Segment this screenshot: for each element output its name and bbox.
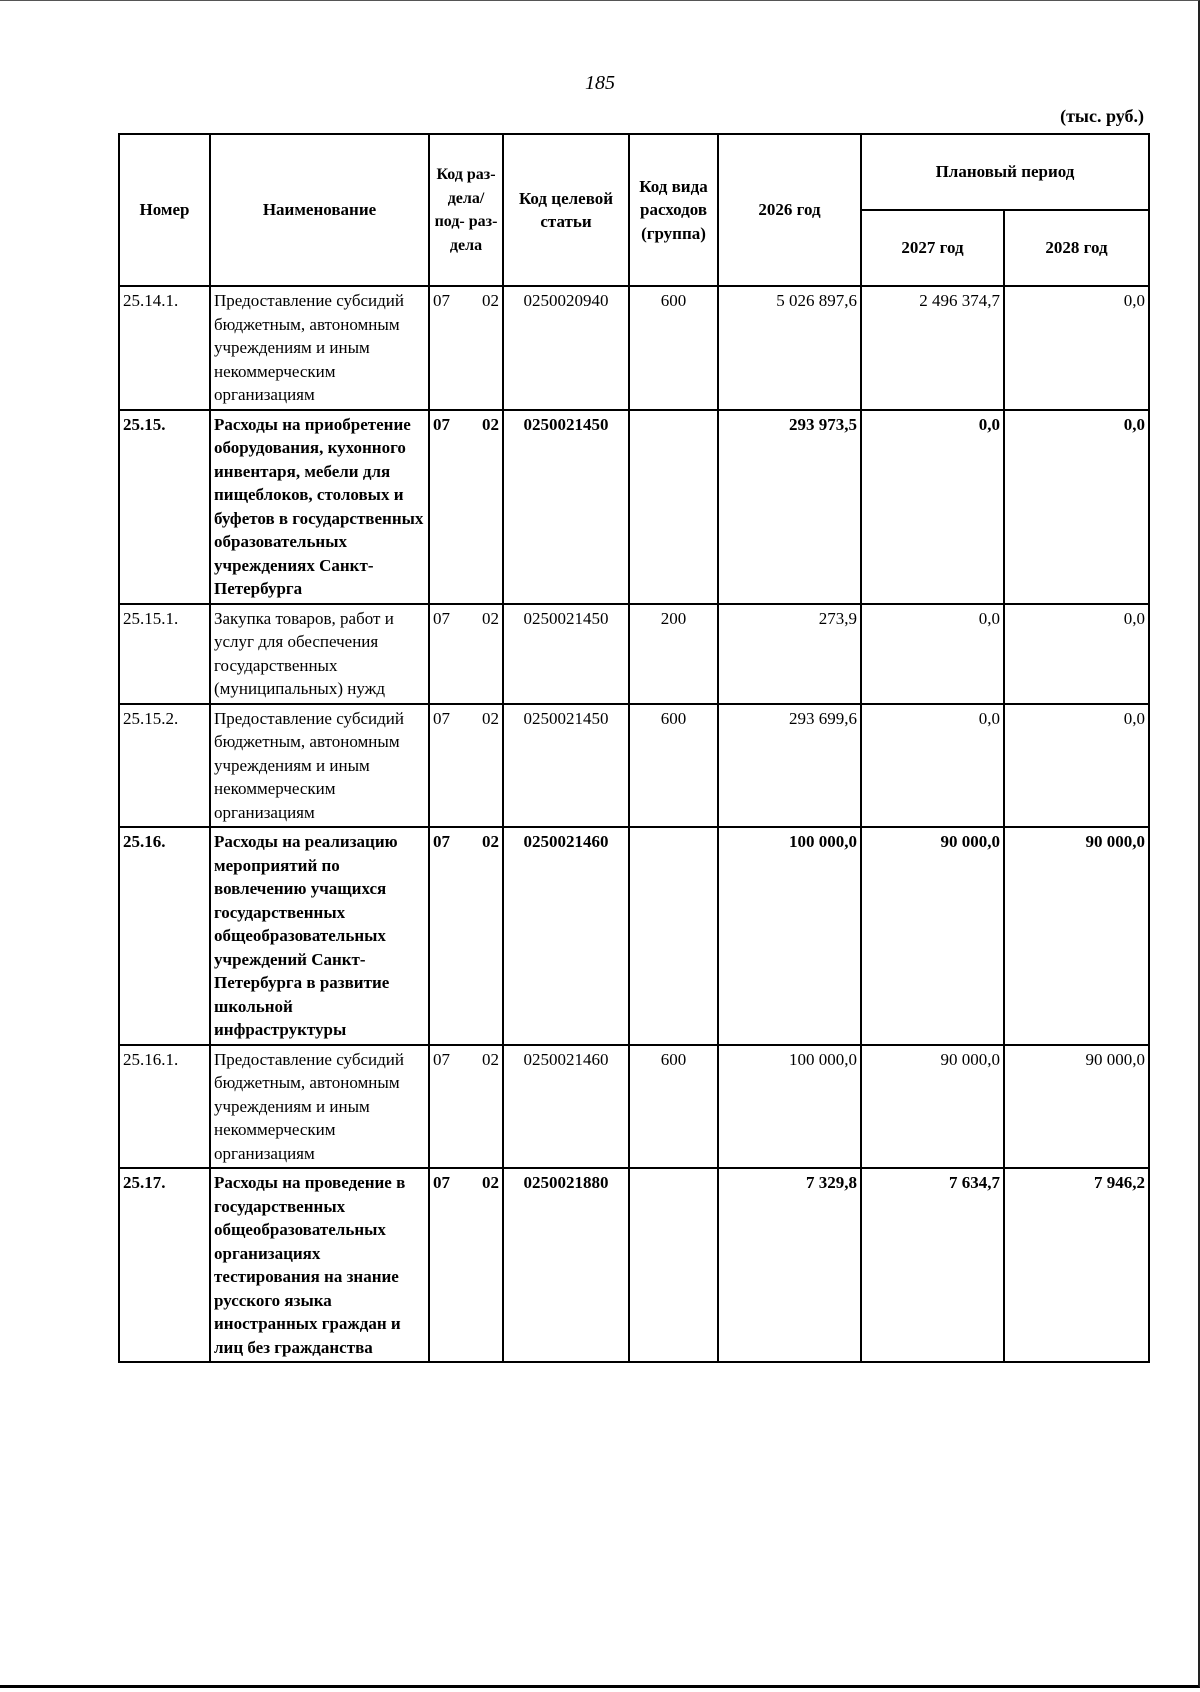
header-year-2028: 2028 год bbox=[1004, 210, 1149, 286]
page-number: 185 bbox=[585, 72, 615, 94]
header-planned-period: Плановый период bbox=[861, 134, 1149, 210]
cell-name: Предоставление субсидий бюджетным, автономным учреждениям и иным некоммерческим организациям bbox=[210, 704, 429, 828]
table-row bbox=[119, 286, 1149, 410]
cell-section-code bbox=[429, 604, 503, 704]
table-row bbox=[119, 1045, 1149, 1169]
section-code: 07 bbox=[433, 291, 450, 310]
cell-year-2028: 0,0 bbox=[1004, 410, 1149, 604]
header-expense-type: Код вида расходов (группа) bbox=[629, 134, 718, 286]
units-label: (тыс. руб.) bbox=[1060, 106, 1144, 126]
table-row bbox=[119, 704, 1149, 828]
cell-number: 25.16.1. bbox=[119, 1045, 210, 1169]
budget-table bbox=[118, 133, 1150, 1363]
cell-year-2026: 7 329,8 bbox=[718, 1168, 861, 1362]
header-year-2026: 2026 год bbox=[718, 134, 861, 286]
section-code: 07 bbox=[433, 1173, 450, 1192]
subsection-code: 02 bbox=[482, 832, 499, 851]
cell-year-2027: 90 000,0 bbox=[861, 1045, 1004, 1169]
cell-year-2026: 5 026 897,6 bbox=[718, 286, 861, 410]
cell-section-code bbox=[429, 704, 503, 828]
cell-year-2027: 0,0 bbox=[861, 604, 1004, 704]
cell-year-2028: 7 946,2 bbox=[1004, 1168, 1149, 1362]
cell-year-2028: 90 000,0 bbox=[1004, 827, 1149, 1045]
cell-name: Предоставление субсидий бюджетным, автономным учреждениям и иным некоммерческим организациям bbox=[210, 286, 429, 410]
section-code: 07 bbox=[433, 832, 450, 851]
cell-target-code: 0250021460 bbox=[503, 1045, 629, 1169]
cell-year-2026: 100 000,0 bbox=[718, 1045, 861, 1169]
cell-year-2028: 0,0 bbox=[1004, 604, 1149, 704]
cell-target-code: 0250021450 bbox=[503, 604, 629, 704]
cell-expense-type: 200 bbox=[629, 604, 718, 704]
cell-year-2028: 90 000,0 bbox=[1004, 1045, 1149, 1169]
cell-number: 25.17. bbox=[119, 1168, 210, 1362]
cell-section-code bbox=[429, 1168, 503, 1362]
cell-year-2028: 0,0 bbox=[1004, 704, 1149, 828]
cell-year-2027: 7 634,7 bbox=[861, 1168, 1004, 1362]
cell-year-2027: 0,0 bbox=[861, 410, 1004, 604]
subsection-code: 02 bbox=[482, 414, 499, 434]
table-row bbox=[119, 604, 1149, 704]
cell-expense-type: 600 bbox=[629, 286, 718, 410]
cell-year-2026: 273,9 bbox=[718, 604, 861, 704]
cell-name: Расходы на приобретение оборудования, кухонного инвентаря, мебели для пищеблоков, столовых и буфетов в государственных образовательных учреждениях Санкт-Петербурга bbox=[210, 410, 429, 604]
cell-target-code: 0250021880 bbox=[503, 1168, 629, 1362]
cell-name: Предоставление субсидий бюджетным, автономным учреждениям и иным некоммерческим организациям bbox=[210, 1045, 429, 1169]
cell-expense-type: 600 bbox=[629, 1045, 718, 1169]
cell-year-2027: 90 000,0 bbox=[861, 827, 1004, 1045]
cell-name: Расходы на реализацию мероприятий по вовлечению учащихся государственных общеобразовательных учреждений Санкт-Петербурга в развитие школьной инфраструктуры bbox=[210, 827, 429, 1045]
section-code: 07 bbox=[433, 1049, 450, 1069]
header-name: Наименование bbox=[210, 134, 429, 286]
cell-expense-type bbox=[629, 827, 718, 1045]
subsection-code: 02 bbox=[482, 291, 499, 310]
cell-expense-type bbox=[629, 410, 718, 604]
cell-year-2026: 293 973,5 bbox=[718, 410, 861, 604]
subsection-code: 02 bbox=[482, 1049, 499, 1069]
subsection-code: 02 bbox=[482, 1173, 499, 1192]
cell-target-code: 0250021450 bbox=[503, 410, 629, 604]
section-code: 07 bbox=[433, 608, 450, 628]
cell-name: Расходы на проведение в государственных общеобразовательных организациях тестирования на знание русского языка иностранных граждан и лиц без гражданства bbox=[210, 1168, 429, 1362]
section-code: 07 bbox=[433, 414, 450, 434]
cell-expense-type: 600 bbox=[629, 704, 718, 828]
header-number: Номер bbox=[119, 134, 210, 286]
cell-number: 25.15.2. bbox=[119, 704, 210, 828]
cell-number: 25.15.1. bbox=[119, 604, 210, 704]
table-row bbox=[119, 410, 1149, 604]
subsection-code: 02 bbox=[482, 608, 499, 628]
cell-expense-type bbox=[629, 1168, 718, 1362]
subsection-code: 02 bbox=[482, 708, 499, 728]
header-year-2027: 2027 год bbox=[861, 210, 1004, 286]
cell-year-2027: 2 496 374,7 bbox=[861, 286, 1004, 410]
cell-name: Закупка товаров, работ и услуг для обеспечения государственных (муниципальных) нужд bbox=[210, 604, 429, 704]
cell-number: 25.16. bbox=[119, 827, 210, 1045]
table-row bbox=[119, 827, 1149, 1045]
section-code: 07 bbox=[433, 708, 450, 728]
cell-target-code: 0250020940 bbox=[503, 286, 629, 410]
cell-section-code bbox=[429, 1045, 503, 1169]
table-row bbox=[119, 1168, 1149, 1362]
table-body bbox=[119, 286, 1149, 1362]
cell-target-code: 0250021450 bbox=[503, 704, 629, 828]
header-section-code: Код раз- дела/ под- раз- дела bbox=[429, 134, 503, 286]
cell-section-code bbox=[429, 410, 503, 604]
cell-year-2026: 293 699,6 bbox=[718, 704, 861, 828]
cell-section-code bbox=[429, 286, 503, 410]
header-row bbox=[119, 134, 1149, 210]
header-target-code: Код целевой статьи bbox=[503, 134, 629, 286]
cell-year-2027: 0,0 bbox=[861, 704, 1004, 828]
cell-year-2028: 0,0 bbox=[1004, 286, 1149, 410]
cell-number: 25.14.1. bbox=[119, 286, 210, 410]
cell-section-code bbox=[429, 827, 503, 1045]
cell-year-2026: 100 000,0 bbox=[718, 827, 861, 1045]
cell-target-code: 0250021460 bbox=[503, 827, 629, 1045]
cell-number: 25.15. bbox=[119, 410, 210, 604]
